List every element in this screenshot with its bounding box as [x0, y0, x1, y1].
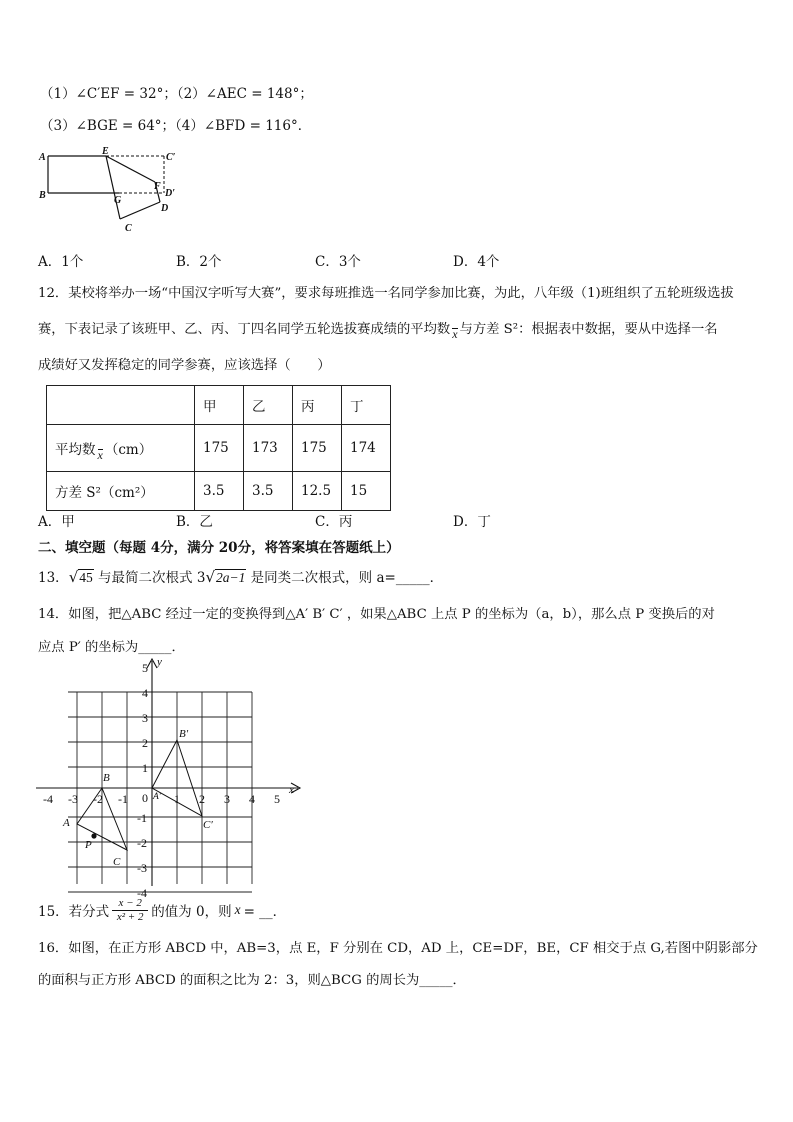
table-row: [47, 425, 391, 472]
x-tick-label: 4: [249, 792, 255, 806]
q11-option-d: D．4个: [453, 254, 500, 270]
q15-answer-blank: = __．: [243, 904, 287, 920]
q13-stem: [38, 566, 443, 586]
x-tick-label: 5: [274, 792, 280, 806]
radicand-2: 2a−1: [216, 570, 246, 585]
q11-folding-figure: [36, 145, 186, 237]
table-row-label-variance: 方差 S²（cm²）: [47, 472, 195, 511]
table-header-cell: [47, 386, 195, 425]
y-tick-label: 1: [142, 761, 148, 775]
x-tick-label: 3: [224, 792, 230, 806]
label-D1: D′: [165, 188, 176, 199]
q11-statement-line1: （1）∠C′EF = 32°；（2）∠AEC = 148°；: [40, 86, 313, 102]
q11-option-c: C．3个: [315, 254, 361, 270]
label-B: B: [103, 772, 110, 784]
x-tick-label: -1: [118, 792, 128, 806]
fraction-numerator: x − 2: [118, 896, 142, 909]
point-P: [91, 833, 96, 838]
label-F: F: [154, 181, 161, 192]
q12-stem-line3: 成绩好又发挥稳定的同学参赛，应该选择（ ）: [38, 358, 331, 373]
q16-stem-line1: 16．如图，在正方形 ABCD 中，AB=3，点 E，F 分别在 CD，AD 上，CE=DF，BE，CF 相交于点 G,若图中阴影部分: [38, 941, 758, 956]
table-row: [47, 386, 391, 425]
y-tick-label: 4: [142, 686, 148, 700]
table-cell: 3.5: [244, 472, 293, 511]
q13-number: 13．: [38, 570, 69, 586]
q14-coordinate-grid: [36, 655, 311, 900]
q15-pre-text: 15．若分式: [38, 904, 110, 920]
label-A: A: [63, 817, 70, 829]
q13-tail-text: 是同类二次根式，则 a=_____．: [250, 570, 444, 586]
q13-mid-text: 与最简二次根式 3: [98, 570, 206, 586]
q12-stem-line2: [38, 318, 718, 341]
mean-label: 平均数: [55, 442, 96, 458]
mean-unit: （cm）: [104, 442, 153, 458]
segment-EC: [106, 156, 120, 219]
label-C: C: [125, 223, 132, 234]
x-tick-label: -3: [68, 792, 78, 806]
sqrt-sign: √: [68, 568, 79, 586]
label-C1: C′: [203, 819, 213, 831]
label-A1: A′: [153, 792, 161, 802]
label-E: E: [102, 146, 109, 157]
label-B1: B′: [179, 728, 189, 740]
sqrt-sign: √: [205, 568, 215, 586]
table-header-cell: 丙: [293, 386, 342, 425]
q11-statement-line2: （3）∠BGE = 64°；（4）∠BFD = 116°．: [40, 118, 312, 134]
section-heading: 二、填空题（每题 4分，满分 20分，将答案填在答题纸上）: [38, 540, 400, 556]
label-A: A: [39, 152, 46, 163]
q11-option-a: A．1个: [38, 254, 84, 270]
label-D: D: [161, 203, 169, 214]
x-tick-label: 1: [174, 792, 180, 806]
table-cell: 12.5: [293, 472, 342, 511]
table-cell: 175: [293, 425, 342, 472]
fraction: [112, 897, 148, 924]
radicand-1: 45: [79, 570, 93, 585]
label-C: C: [113, 856, 121, 868]
fraction-denominator: x² + 2: [116, 910, 144, 923]
y-tick-label: -2: [137, 836, 147, 850]
y-axis-label: y: [157, 656, 162, 668]
origin-label: 0: [142, 791, 148, 805]
q16-stem-line2: 的面积与正方形 ABCD 的面积之比为 2：3，则△BCG 的周长为_____．: [38, 973, 466, 988]
x-tick-label: -2: [93, 792, 103, 806]
table-row: [47, 472, 391, 511]
x-tick-label: 2: [199, 792, 205, 806]
xbar-symbol: x: [452, 327, 458, 341]
label-B: B: [39, 190, 46, 201]
q12-stem-line2-tail: 与方差 S²：根据表中数据，要从中选择一名: [459, 322, 718, 337]
table-cell: 15: [342, 472, 391, 511]
table-row-label-mean: [47, 425, 195, 472]
q12-option-b: B．乙: [176, 514, 213, 530]
xbar-symbol: x: [97, 448, 103, 462]
q12-option-a: A．甲: [38, 514, 75, 530]
segment-CD: [120, 202, 160, 219]
label-P: P: [85, 839, 92, 851]
table-header-cell: 甲: [195, 386, 244, 425]
q11-option-b: B．2个: [176, 254, 222, 270]
table-header-cell: 丁: [342, 386, 391, 425]
label-G: G: [114, 195, 122, 206]
q15-post-text: 的值为 0，则: [151, 904, 232, 920]
x-axis-label: x: [289, 784, 294, 796]
q12-option-d: D．丁: [453, 514, 491, 530]
x-tick-label: -4: [43, 792, 53, 806]
table-cell: 3.5: [195, 472, 244, 511]
table-cell: 174: [342, 425, 391, 472]
q14-stem-line1: 14．如图，把△ABC 经过一定的变换得到△A′ B′ C′ ，如果△ABC 上点 P 的坐标为（a，b），那么点 P 变换后的对: [38, 607, 715, 622]
table-cell: 175: [195, 425, 244, 472]
table-cell: 173: [244, 425, 293, 472]
y-tick-label: -1: [137, 811, 147, 825]
q12-score-table: [46, 385, 391, 511]
q12-stem-line1: 12．某校将举办一场“中国汉字听写大赛”，要求每班推选一名同学参加比赛，为此，八年级（1)班组织了五轮班级选拔: [38, 286, 734, 301]
y-tick-label: -4: [137, 886, 147, 900]
q15-variable: x: [234, 902, 241, 917]
label-C1: C′: [166, 152, 176, 163]
table-header-cell: 乙: [244, 386, 293, 425]
segment-EF: [106, 156, 155, 182]
q15-stem: [38, 893, 286, 927]
y-tick-label: 5: [142, 661, 148, 675]
y-tick-label: 2: [142, 736, 148, 750]
q12-stem-line2-text: 赛，下表记录了该班甲、乙、丙、丁四名同学五轮选拔赛成绩的平均数: [38, 322, 451, 337]
q12-option-c: C．丙: [315, 514, 353, 530]
q14-stem-line2: 应点 P′ 的坐标为_____．: [38, 640, 185, 655]
y-tick-label: -3: [137, 861, 147, 875]
y-tick-label: 3: [142, 711, 148, 725]
